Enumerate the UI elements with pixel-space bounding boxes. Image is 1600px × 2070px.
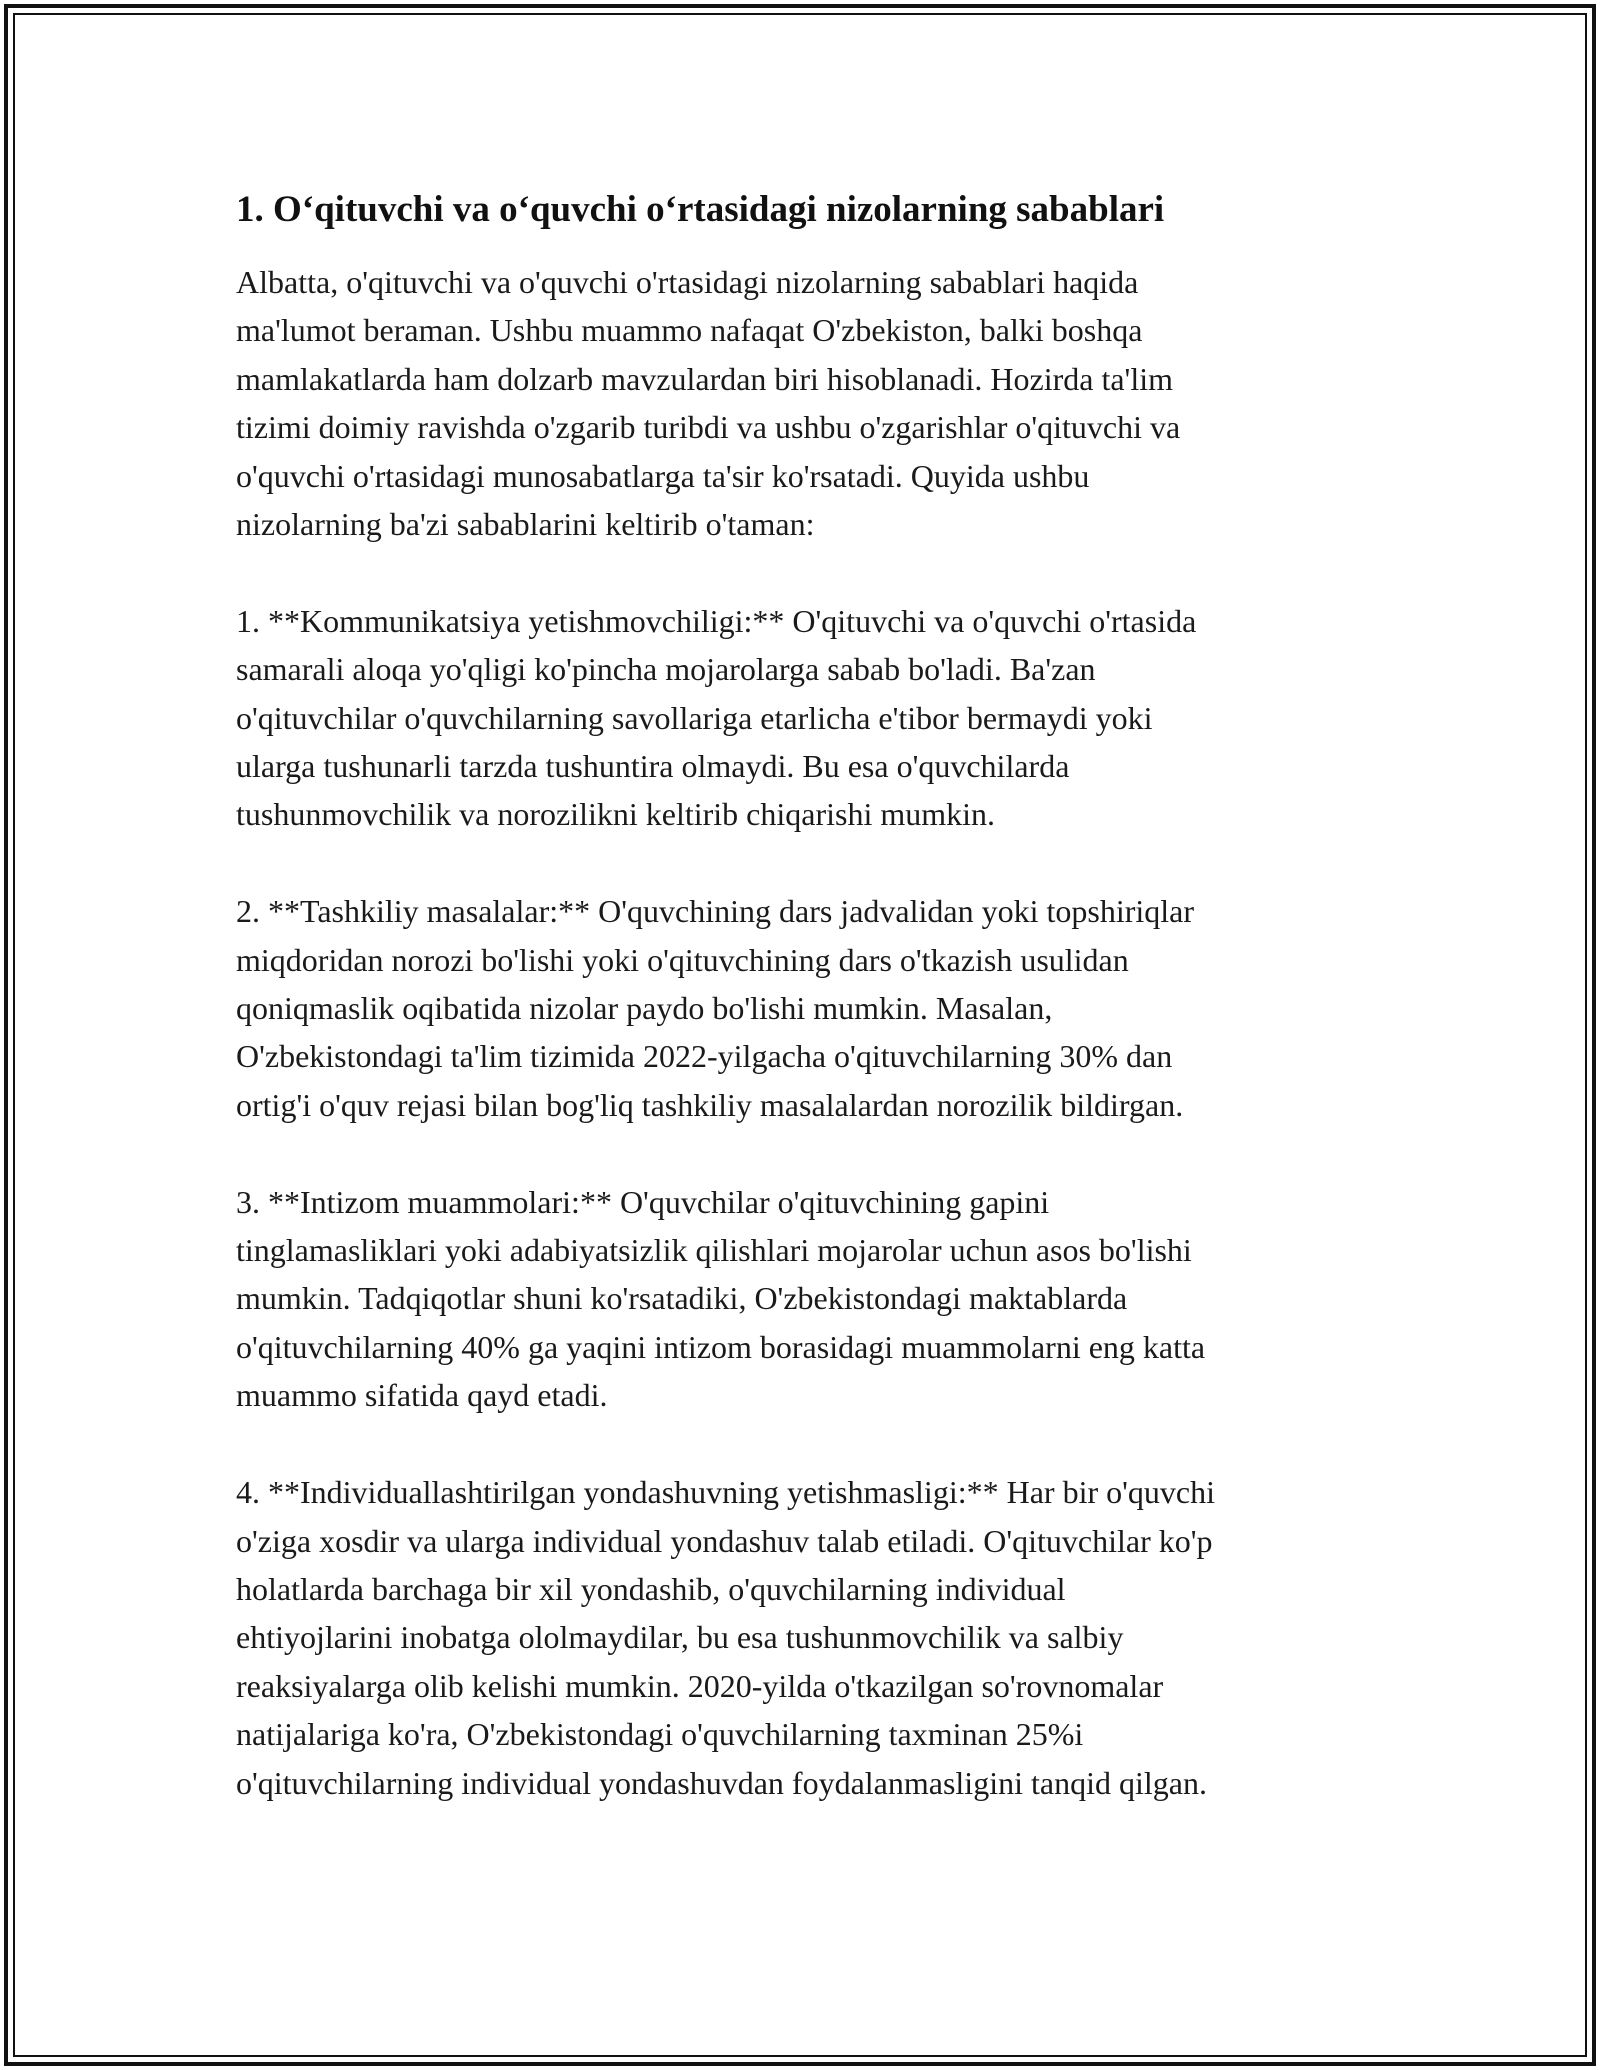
document-body <box>236 186 1386 1807</box>
intro-paragraph: Albatta, o'qituvchi va o'quvchi o'rtasidagi nizolarning sabablari haqida ma'lumot beraman. Ushbu muammo nafaqat O'zbekiston, balki boshqa mamlakatlarda ham dolzarb mavzulardan biri hisoblanadi. Hozirda ta'lim tizimi doimiy ravishda o'zgarib turibdi va ushbu o'zgarishlar o'qituvchi va o'quvchi o'rtasidagi munosabatlarga ta'sir ko'rsatadi. Quyida ushbu nizolarning ba'zi sabablarini keltirib o'taman: <box>236 264 1181 543</box>
cause-paragraph-discipline: 3. **Intizom muammolari:** O'quvchilar o'qituvchining gapini tinglamasliklari yoki adabiyatsizlik qilishlari mojarolar uchun asos bo'lishi mumkin. Tadqiqotlar shuni ko'rsatadiki, O'zbekistondagi maktablarda o'qituvchilarning 40% ga yaqini intizom borasidagi muammolarni eng katta muammo sifatida qayd etadi. <box>236 1183 1206 1414</box>
cause-paragraph-communication: 1. **Kommunikatsiya yetishmovchiligi:** O'qituvchi va o'quvchi o'rtasida samarali aloqa yo'qligi ko'pincha mojarolarga sabab bo'ladi. Ba'zan o'qituvchilar o'quvchilarning savollariga etarlicha e'tibor bermaydi yoki ularga tushunarli tarzda tushuntira olmaydi. Bu esa o'quvchilarda tushunmovchilik va norozilikni keltirib chiqarishi mumkin. <box>236 602 1197 833</box>
document-title: 1. O‘qituvchi va o‘quvchi o‘rtasidagi nizolarning sabablari <box>236 189 1165 230</box>
cause-paragraph-organizational: 2. **Tashkiliy masalalar:** O'quvchining dars jadvalidan yoki topshiriqlar miqdoridan norozi bo'lishi yoki o'qituvchining dars o'tkazish usulidan qoniqmaslik oqibatida nizolar paydo bo'lishi mumkin. Masalan, O'zbekistondagi ta'lim tizimida 2022-yilgacha o'qituvchilarning 30% dan ortig'i o'quv rejasi bilan bog'liq tashkiliy masalalardan norozilik bildirgan. <box>236 893 1194 1123</box>
cause-paragraph-individual-approach: 4. **Individuallashtirilgan yondashuvning yetishmasligi:** Har bir o'quvchi o'ziga xosdir va ularga individual yondashuv talab etiladi. O'qituvchilar ko'p holatlarda barchaga bir xil yondashib, o'quvchilarning individual ehtiyojlarini inobatga ololmaydilar, bu esa tushunmovchilik va salbiy reaksiyalarga olib kelishi mumkin. 2020-yilda o'tkazilgan so'rovnomalar natijalariga ko'ra, O'zbekistondagi o'quvchilarning taxminan 25%i o'qituvchilarning individual yondashuvdan foydalanmasligini tanqid qilgan. <box>236 1474 1215 1801</box>
